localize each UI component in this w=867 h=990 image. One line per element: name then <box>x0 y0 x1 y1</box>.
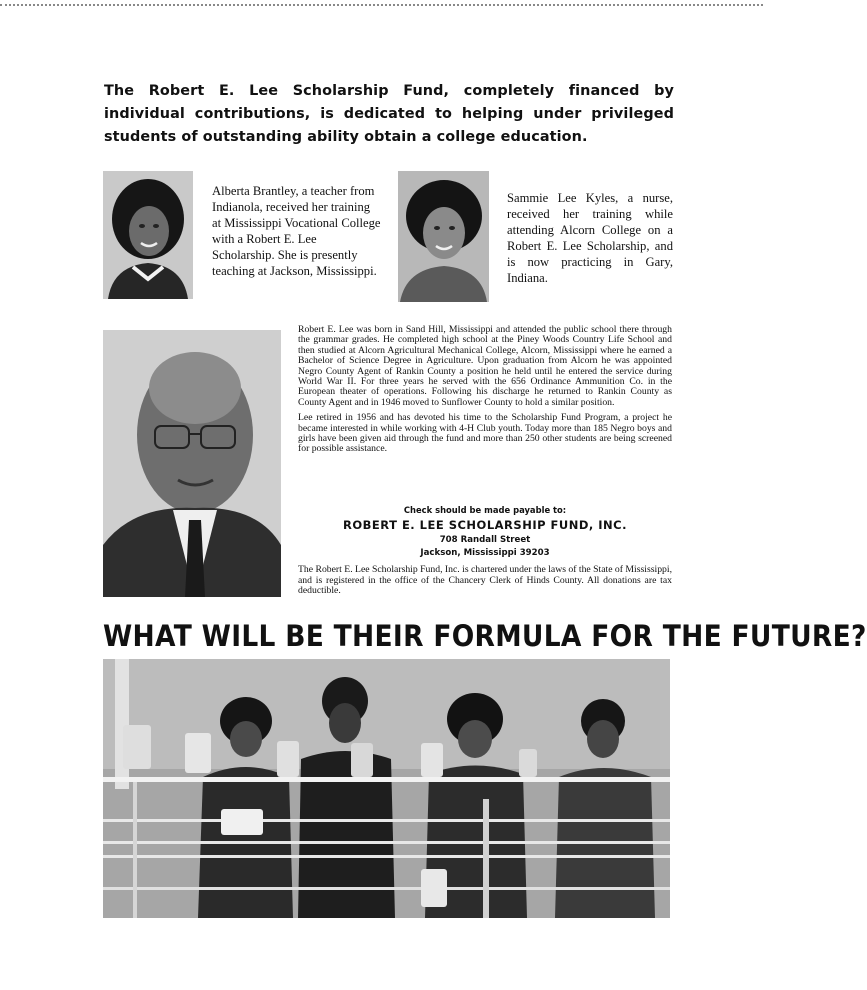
scan-edge-divider <box>0 4 763 6</box>
bio-alberta-brantley: Alberta Brantley, a teacher from Indianola, received her training at Mississippi Vocational College with a Robert E. Lee Scholarship. She is presently teaching at Jackson, Mississippi. <box>212 184 381 278</box>
bio-sammie-lee-kyles: Sammie Lee Kyles, a nurse, received her training while attending Alcorn College on a Robert E. Lee Scholarship, and is now practicing in Gary, Indiana. <box>507 191 673 285</box>
laboratory-students-photo <box>103 659 670 918</box>
portrait-photo-right <box>398 171 489 302</box>
payment-payee-name: ROBERT E. LEE SCHOLARSHIP FUND, INC. <box>343 518 627 532</box>
biography-paragraph-2: Lee retired in 1956 and has devoted his time to the Scholarship Fund Program, a project he became interested in while working with 4-H Club youth. Today more than 185 Negro boys and girls have been given aid through the fund and more than 250 other students are being screened for possible assistance. <box>298 412 672 455</box>
payment-city-address: Jackson, Mississippi 39203 <box>420 548 550 558</box>
payment-intro: Check should be made payable to: <box>403 505 567 515</box>
portrait-photo-robert-e-lee <box>103 330 281 597</box>
intro-paragraph: The Robert E. Lee Scholarship Fund, completely financed by individual contributions, is dedicated to helping under privileged students of outstanding ability obtain a college education. <box>104 83 674 145</box>
headline: WHAT WILL BE THEIR FORMULA FOR THE FUTURE? <box>103 619 867 654</box>
charter-statement: The Robert E. Lee Scholarship Fund, Inc. is chartered under the laws of the State of Mississippi, and is registered in the office of the Chancery Clerk of Hinds County. All donations are tax deductible. <box>298 564 672 597</box>
portrait-photo-left <box>103 171 193 299</box>
biography-paragraph-1: Robert E. Lee was born in Sand Hill, Mississippi and attended the public school there through the grammar grades. He completed high school at the Piney Woods Country Life School and then studied at Alcorn Agricultural Mechanical College, Alcorn, Mississippi where he earned a Bachelor of Science Degree in Agriculture. Upon graduation from Alcorn he was appointed Negro County Agent of Rankin County a position he held until he entered the service during World War II. For three years he served with the 656 Ordinance Ammunition Co. in the European theater of operations. Following his discharge he returned to Rankin County as County Agent and in 1946 moved to Sunflower County to hold a similar position. <box>298 324 672 408</box>
payment-street-address: 708 Randall Street <box>439 535 531 545</box>
biography-text <box>298 325 672 460</box>
